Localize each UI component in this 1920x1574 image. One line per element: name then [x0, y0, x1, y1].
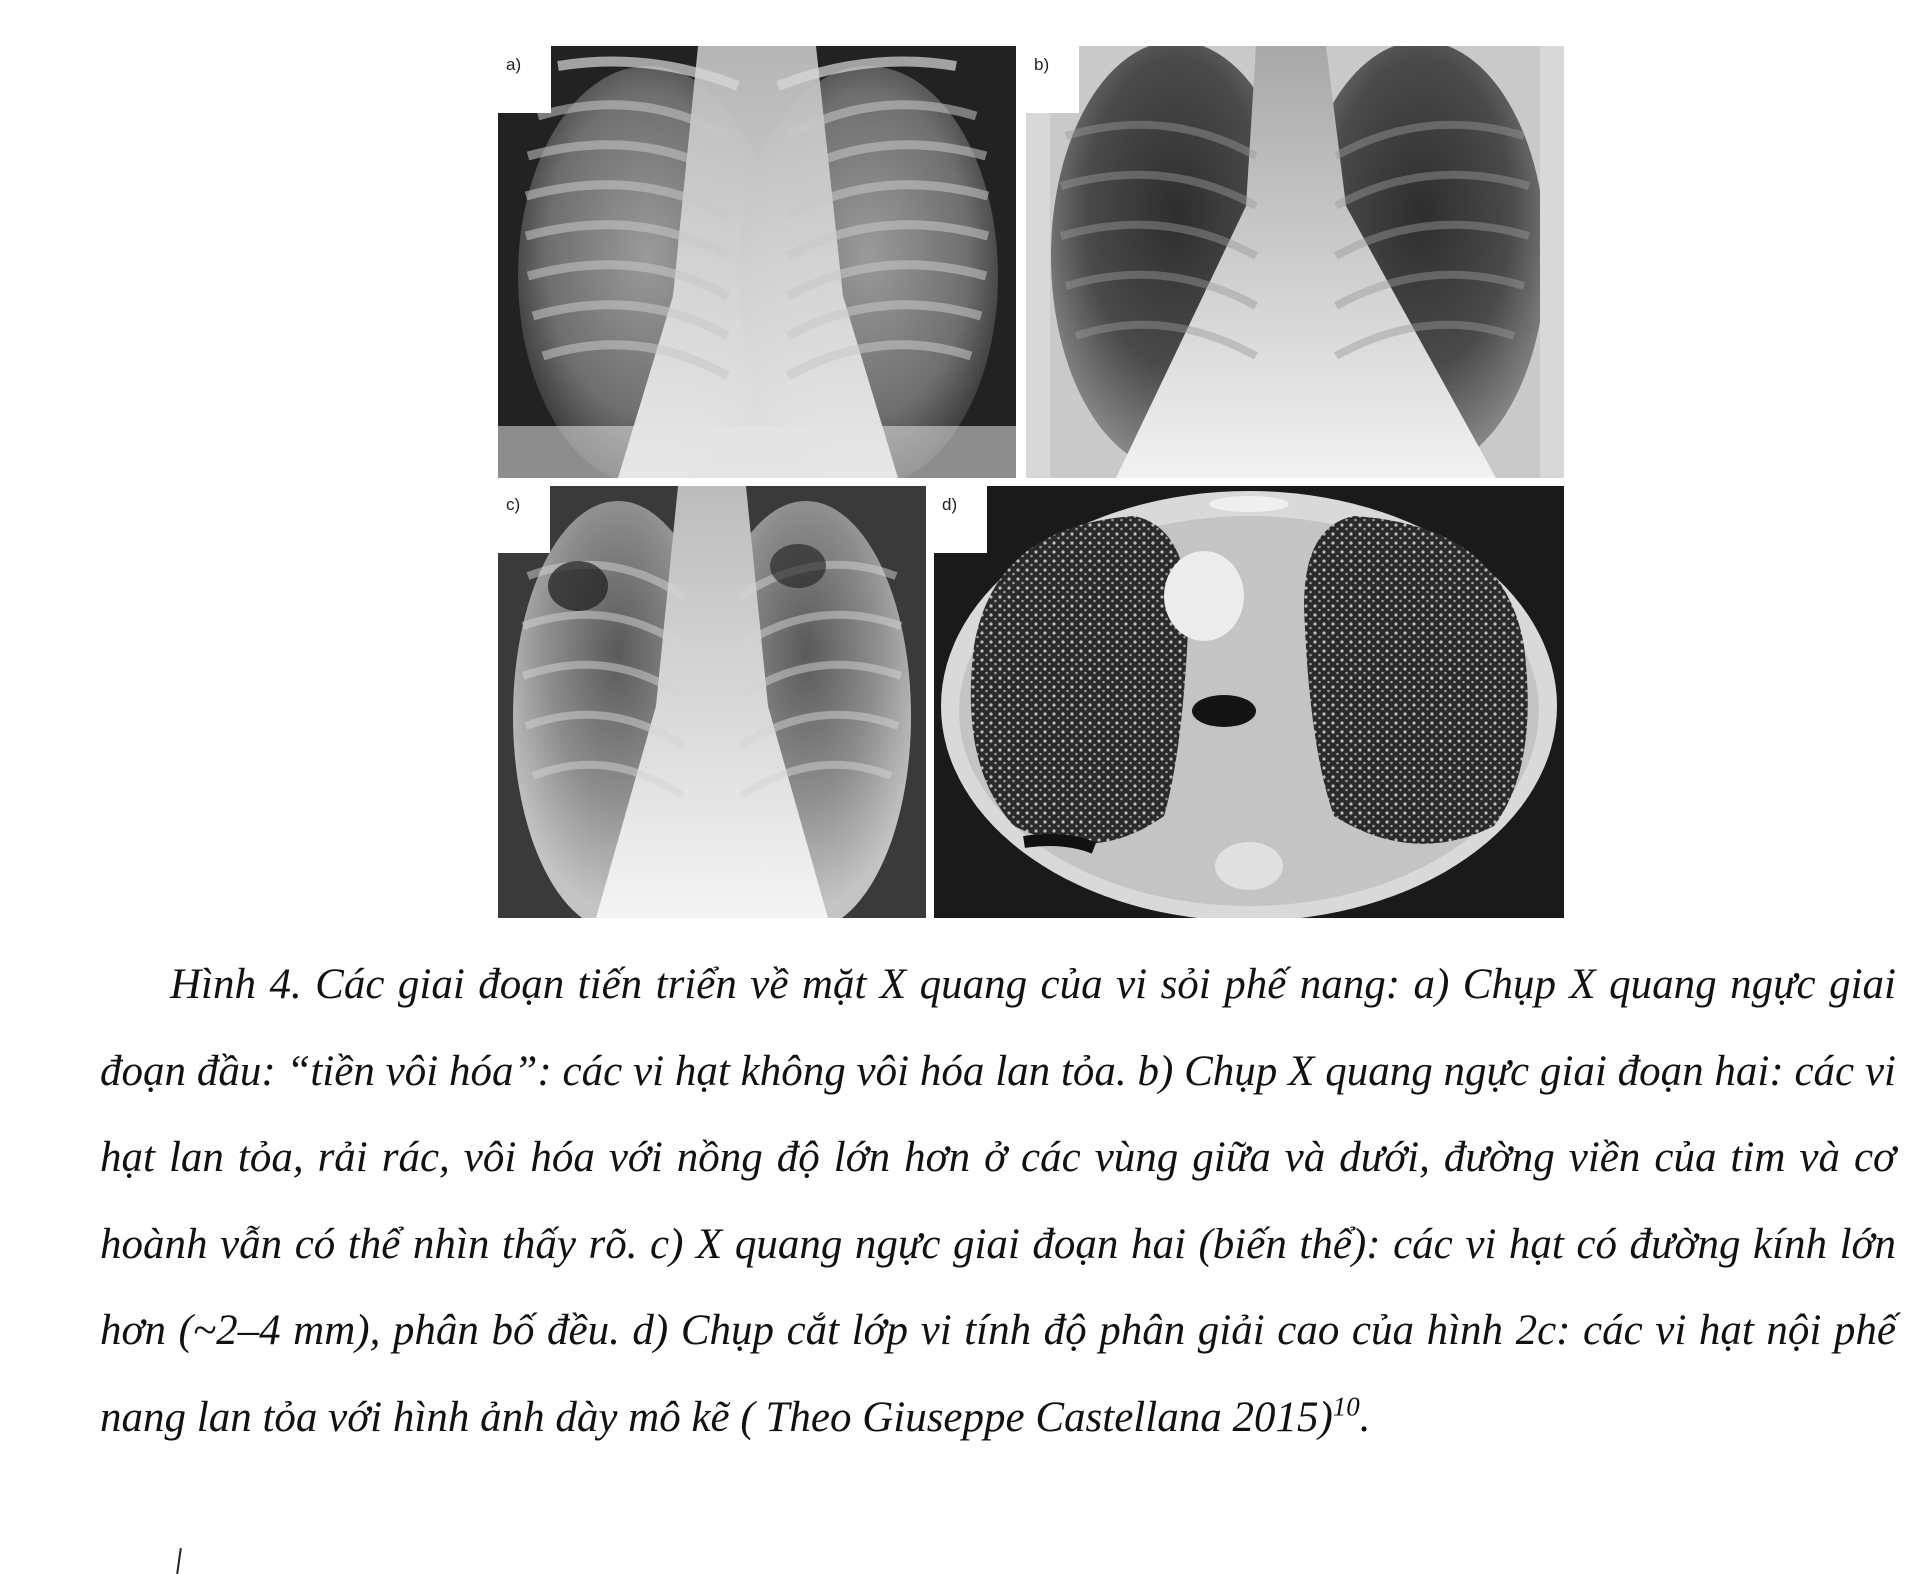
- panel-label-b: b): [1026, 46, 1079, 113]
- caption-end: .: [1359, 1393, 1371, 1441]
- figure-caption: [100, 942, 1896, 1461]
- panel-label-d: d): [934, 486, 987, 553]
- panel-label-a: a): [498, 46, 551, 113]
- xray-panel-a: [498, 46, 1016, 478]
- ct-panel-d: [934, 486, 1564, 918]
- text-cursor: [176, 1548, 182, 1574]
- caption-text: Hình 4. Các giai đoạn tiến triển về mặt X quang của vi sỏi phế nang: a) Chụp X quang ngực giai đoạn đầu: “tiền vôi hóa”: các vi hạt không vôi hóa lan tỏa. b) Chụp X quang ngực giai đoạn hai: các vi hạt lan tỏa, rải rác, vôi hóa với nồng độ lớn hơn ở các vùng giữa và dưới, đường viền của tim và cơ hoành vẫn có thể nhìn thấy rõ. c) X quang ngực giai đoạn hai (biến thể): các vi hạt có đường kính lớn hơn (~2–4 mm), phân bố đều. d) Chụp cắt lớp vi tính độ phân giải cao của hình 2c: các vi hạt nội phế nang lan tỏa với hình ảnh dày mô kẽ ( Theo Giuseppe Castellana 2015): [100, 961, 1896, 1441]
- xray-panel-c: [498, 486, 926, 918]
- panel-label-c: c): [498, 486, 550, 553]
- ct-image-d: [934, 486, 1564, 918]
- xray-image-a: [498, 46, 1016, 478]
- xray-panel-b: [1026, 46, 1564, 478]
- reference-superscript: 10: [1332, 1391, 1360, 1422]
- xray-image-c: [498, 486, 926, 918]
- xray-image-b: [1026, 46, 1564, 478]
